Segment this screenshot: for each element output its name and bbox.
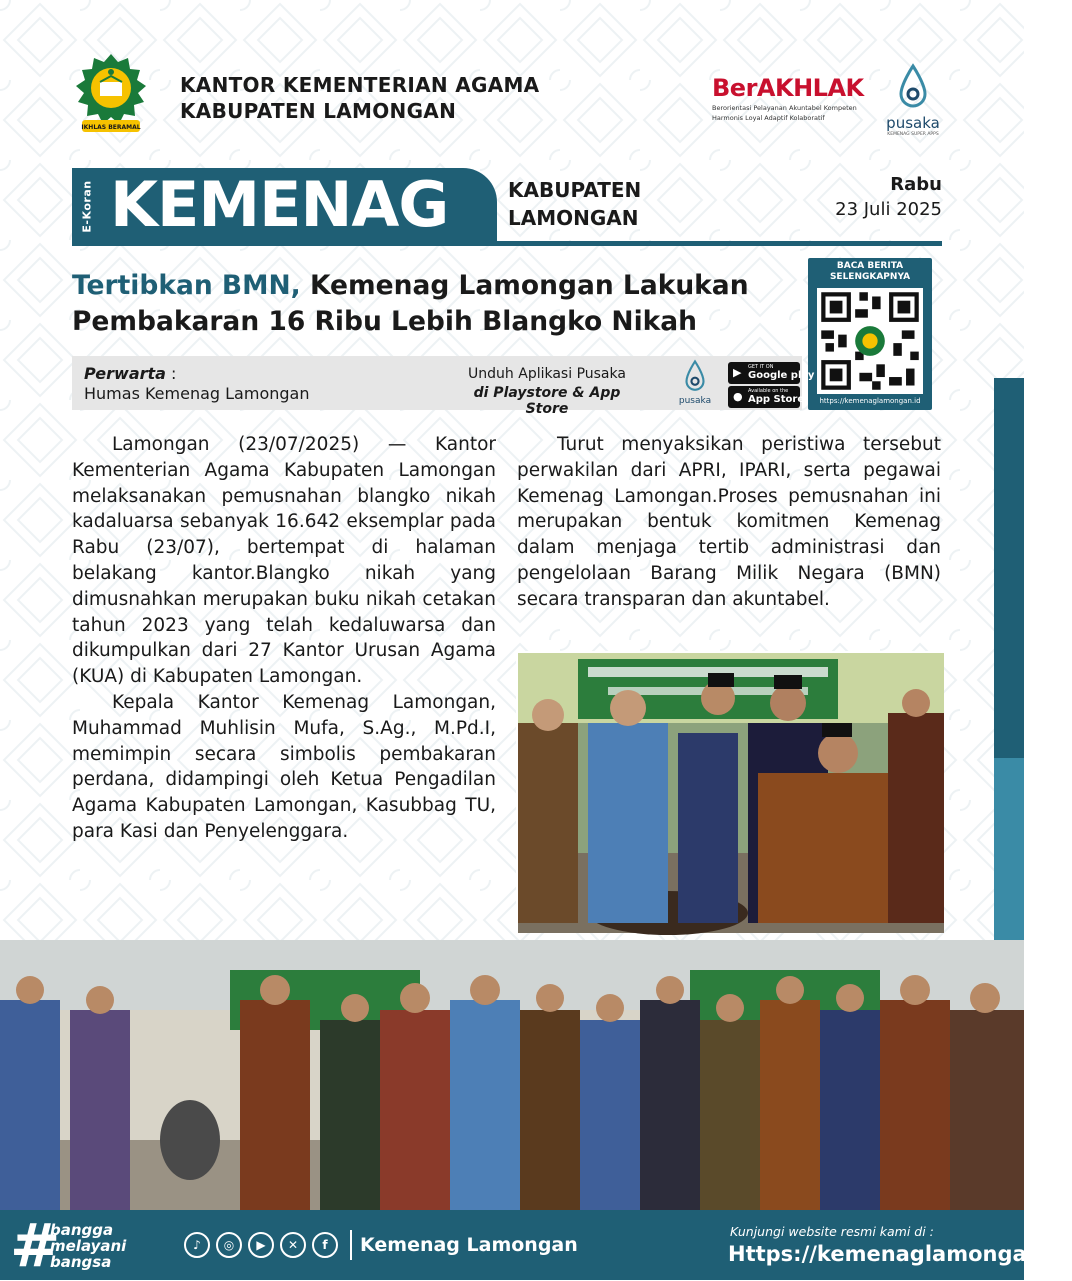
google-play-badge[interactable]: ▶ GET IT ON Google play: [728, 362, 800, 384]
pusaka-mini-logo: pusaka: [672, 360, 718, 406]
qr-panel[interactable]: [808, 258, 932, 410]
office-line-1: KANTOR KEMENTERIAN AGAMA: [180, 73, 540, 97]
pusaka-drop-icon: [898, 64, 928, 112]
logo-motto: IKHLAS BERAMAL: [81, 124, 141, 131]
app-download-line-1: Unduh Aplikasi Pusaka: [468, 366, 626, 382]
tiktok-icon[interactable]: ♪: [184, 1232, 210, 1258]
event-photo-group: [0, 940, 1024, 1212]
x-icon[interactable]: ✕: [280, 1232, 306, 1258]
side-accent-dark: [994, 378, 1024, 758]
qr-code-icon[interactable]: [817, 288, 923, 394]
article-column-2: [517, 432, 941, 613]
apple-icon: ●: [733, 390, 743, 403]
pusaka-logo: [880, 64, 946, 137]
article-column-1: [72, 432, 496, 845]
issue-date-text: 23 Juli 2025: [835, 199, 942, 220]
headline-rest: Kemenag Lamongan Lakukan Pembakaran 16 Ribu Lebih Blangko Nikah: [72, 270, 749, 337]
app-store-badge[interactable]: ● Available on the App Store: [728, 386, 800, 408]
hashtag-symbol: #: [10, 1211, 61, 1281]
footer-brand: Kemenag Lamongan: [360, 1234, 578, 1256]
article-paragraph-1: Lamongan (23/07/2025) — Kantor Kementerian Agama Kabupaten Lamongan melaksanakan pemusnahan blangko nikah kadaluarsa sebanyak 16.642 eksemplar pada Rabu (23/07), bertempat di halaman belakang kantor.Blangko nikah yang dimusnahkan merupakan buku nikah cetakan tahun 2023 yang telah kedaluwarsa dan dikumpulkan dari 27 Kantor Urusan Agama (KUA) di Kabupaten Lamongan.: [72, 434, 496, 688]
region-line-1: KABUPATEN: [508, 178, 642, 202]
ekoran-label: E-Koran: [80, 179, 94, 233]
side-accent-light: [994, 758, 1024, 950]
slogan: bangga melayani bangsa: [50, 1221, 127, 1271]
region-line-2: LAMONGAN: [508, 206, 639, 230]
berakhlak-logo: [712, 74, 892, 122]
youtube-icon[interactable]: ▶: [248, 1232, 274, 1258]
visit-label: Kunjungi website resmi kami di :: [730, 1224, 934, 1239]
berakhlak-sub-2: Harmonis Loyal Adaptif Kolaboratif: [712, 114, 825, 122]
app-download-line-2: di Playstore & App Store: [473, 385, 621, 417]
event-photo-burning: [516, 651, 942, 931]
kemenag-emblem-icon: [72, 52, 150, 136]
berakhlak-word: BerAKHLAK: [712, 74, 864, 102]
headline-highlight: Tertibkan BMN,: [72, 270, 301, 301]
masthead-region: [508, 176, 641, 232]
office-line-2: KABUPATEN LAMONGAN: [180, 99, 457, 123]
facebook-icon[interactable]: f: [312, 1232, 338, 1258]
google-play-icon: ▶: [733, 366, 742, 379]
pusaka-mini-drop-icon: [684, 360, 706, 394]
masthead-title: KEMENAG: [110, 168, 449, 241]
berakhlak-sub-1: Berorientasi Pelayanan Akuntabel Kompeten: [712, 104, 857, 112]
issue-date: [835, 174, 942, 220]
reporter-label: Perwarta :: [84, 364, 177, 383]
social-links: [184, 1232, 338, 1258]
reporter-name: Humas Kemenag Lamongan: [84, 384, 310, 403]
office-name: [180, 72, 539, 124]
headline: [72, 268, 802, 340]
pusaka-name: pusaka: [886, 114, 940, 132]
qr-title: BACA BERITA SELENGKAPNYA: [829, 261, 911, 282]
footer-divider: [350, 1230, 352, 1260]
footer-bar: [0, 1210, 1072, 1281]
reporter-bar: [72, 356, 815, 417]
visit-url-link[interactable]: Https://kemenaglamongan.id: [728, 1242, 1072, 1266]
instagram-icon[interactable]: ◎: [216, 1232, 242, 1258]
issue-day: Rabu: [890, 174, 942, 195]
pusaka-tag: KEMENAG SUPER APPS: [887, 132, 939, 137]
article-paragraph-3: Turut menyaksikan peristiwa tersebut perwakilan dari APRI, IPARI, serta pegawai Kemenag Lamongan.Proses pemusnahan ini merupakan bentuk komitmen Kemenag dalam menjaga tertib administrasi dan pengelolaan Barang Milik Negara (BMN) secara transparan dan akuntabel.: [517, 434, 941, 610]
article-paragraph-2: Kepala Kantor Kemenag Lamongan, Muhammad Muhlisin Mufa, S.Ag., M.Pd.I, memimpin secara simbolis pembakaran perdana, didampingi oleh Ketua Pengadilan Agama Kabupaten Lamongan, Kasubbag TU, para Kasi dan Penyelenggara.: [72, 691, 496, 842]
masthead: [72, 168, 942, 246]
qr-url[interactable]: https://kemenaglamongan.id: [819, 397, 921, 405]
